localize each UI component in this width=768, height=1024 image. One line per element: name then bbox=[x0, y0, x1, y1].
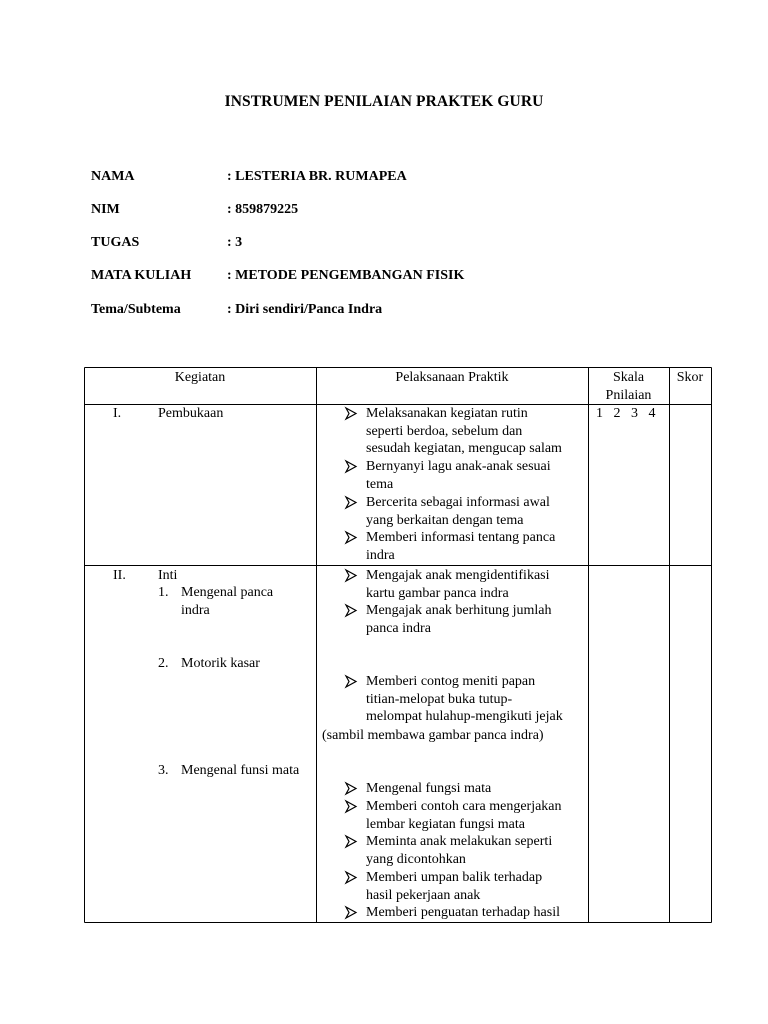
bullet-text-line: Memberi contoh cara mengerjakan bbox=[366, 799, 562, 814]
section-2-roman: II. bbox=[113, 568, 126, 583]
section-1-roman: I. bbox=[113, 406, 122, 421]
document-title: INSTRUMEN PENILAIAN PRAKTEK GURU bbox=[224, 93, 544, 110]
bullet-text-line: yang dicontohkan bbox=[366, 851, 466, 867]
item-number: 3. bbox=[158, 763, 169, 778]
bullet-text-line: lembar kegiatan fungsi mata bbox=[366, 816, 525, 832]
bullet-text-line: titian-melopat buka tutup- bbox=[366, 691, 513, 707]
info-value: : 3 bbox=[227, 235, 243, 250]
bullet-text-line: hasil pekerjaan anak bbox=[366, 887, 481, 903]
bullet-text-line: sesudah kegiatan, mengucap salam bbox=[366, 441, 562, 457]
bullet-text-line: Memberi contog meniti papan bbox=[366, 674, 536, 689]
arrow-bullet-icon bbox=[344, 405, 358, 422]
item-text-line: indra bbox=[181, 602, 210, 618]
arrow-bullet-icon bbox=[344, 494, 358, 511]
arrow-bullet-icon bbox=[344, 780, 358, 797]
scale-values: 1 2 3 4 bbox=[596, 406, 656, 421]
arrow-bullet-icon bbox=[344, 673, 358, 690]
bullet-text-line: indra bbox=[366, 547, 395, 563]
arrow-bullet-icon bbox=[344, 529, 358, 546]
item-text-line: Motorik kasar bbox=[181, 656, 260, 671]
bullet-text-line: tema bbox=[366, 476, 394, 492]
bullet-text-line: panca indra bbox=[366, 620, 431, 636]
bullet-text-line: yang berkaitan dengan tema bbox=[366, 512, 524, 528]
info-label: Tema/Subtema bbox=[91, 302, 181, 317]
info-label: MATA KULIAH bbox=[91, 268, 192, 283]
item-number: 1. bbox=[158, 585, 169, 600]
bullet-text-line: Mengajak anak mengidentifikasi bbox=[366, 568, 550, 583]
header-kegiatan: Kegiatan bbox=[174, 370, 226, 385]
info-label: NIM bbox=[91, 202, 120, 217]
info-value: : LESTERIA BR. RUMAPEA bbox=[227, 169, 407, 184]
bullet-text-line: Memberi penguatan terhadap hasil bbox=[366, 905, 560, 920]
info-value: : 859879225 bbox=[227, 202, 299, 217]
bullet-text-line: Mengajak anak berhitung jumlah bbox=[366, 603, 552, 618]
arrow-bullet-icon bbox=[344, 869, 358, 886]
info-label: TUGAS bbox=[91, 235, 140, 250]
bullet-text-line: Meminta anak melakukan seperti bbox=[366, 834, 553, 849]
item-text-line: Mengenal funsi mata bbox=[181, 763, 300, 778]
header-skor: Skor bbox=[676, 370, 704, 385]
bullet-text-line: Memberi umpan balik terhadap bbox=[366, 870, 543, 885]
section-1-name: Pembukaan bbox=[158, 406, 224, 421]
header-skala-line2: Pnilaian bbox=[605, 388, 652, 403]
arrow-bullet-icon bbox=[344, 458, 358, 475]
arrow-bullet-icon bbox=[344, 833, 358, 850]
bullet-text-line: Memberi informasi tentang panca bbox=[366, 530, 556, 545]
info-label: NAMA bbox=[91, 169, 135, 184]
item-number: 2. bbox=[158, 656, 169, 671]
header-pelaksanaan: Pelaksanaan Praktik bbox=[395, 370, 509, 385]
bullet-text-line: Bernyanyi lagu anak-anak sesuai bbox=[366, 459, 551, 474]
bullet-text-line: kartu gambar panca indra bbox=[366, 585, 509, 601]
bullet-text-line: melompat hulahup-mengikuti jejak bbox=[366, 709, 563, 725]
header-skala-line1: Skala bbox=[612, 370, 645, 385]
info-value: : METODE PENGEMBANGAN FISIK bbox=[227, 268, 465, 283]
bullet-text-line: Melaksanakan kegiatan rutin bbox=[366, 406, 528, 421]
section-2-name: Inti bbox=[158, 568, 178, 583]
arrow-bullet-icon bbox=[344, 904, 358, 921]
bullet-text-line: seperti berdoa, sebelum dan bbox=[366, 423, 523, 439]
arrow-bullet-icon bbox=[344, 602, 358, 619]
arrow-bullet-icon bbox=[344, 567, 358, 584]
note-text: (sambil membawa gambar panca indra) bbox=[322, 728, 544, 743]
arrow-bullet-icon bbox=[344, 798, 358, 815]
bullet-text-line: Bercerita sebagai informasi awal bbox=[366, 495, 550, 510]
item-text-line: Mengenal panca bbox=[181, 585, 274, 600]
bullet-text-line: Mengenal fungsi mata bbox=[366, 781, 492, 796]
info-value: : Diri sendiri/Panca Indra bbox=[227, 302, 383, 317]
